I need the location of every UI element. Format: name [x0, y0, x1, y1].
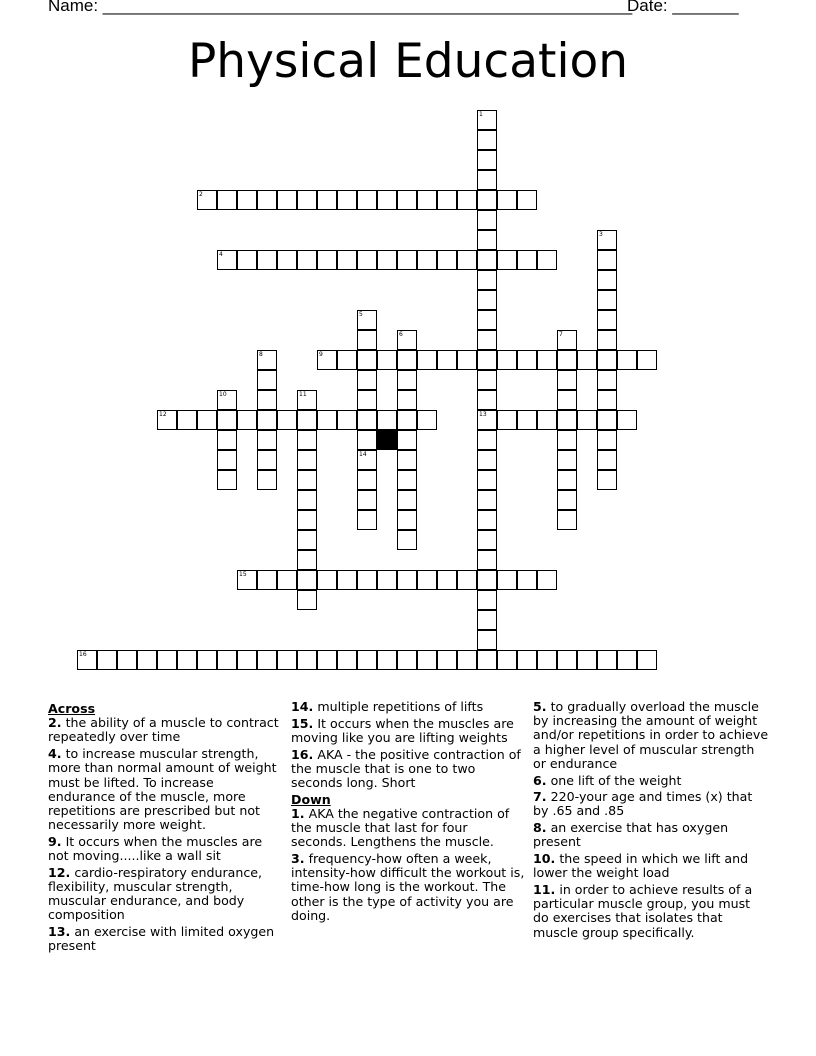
grid-cell[interactable]: [477, 590, 497, 610]
grid-cell[interactable]: [557, 430, 577, 450]
clue-down-10: [533, 852, 769, 880]
grid-cell[interactable]: [397, 490, 417, 510]
grid-cell[interactable]: [197, 650, 217, 670]
grid-cell[interactable]: [357, 330, 377, 350]
grid-cell[interactable]: [597, 330, 617, 350]
grid-cell-6[interactable]: [397, 330, 417, 350]
grid-cell[interactable]: [397, 410, 417, 430]
grid-cell[interactable]: [477, 490, 497, 510]
grid-cell[interactable]: [477, 350, 497, 370]
grid-cell[interactable]: [297, 530, 317, 550]
grid-cell[interactable]: [317, 190, 337, 210]
grid-cell[interactable]: [257, 650, 277, 670]
grid-cell[interactable]: [497, 650, 517, 670]
grid-cell[interactable]: [577, 410, 597, 430]
grid-cell[interactable]: [597, 370, 617, 390]
grid-cell[interactable]: [277, 190, 297, 210]
cell-number: 2: [199, 191, 203, 198]
grid-cell[interactable]: [477, 290, 497, 310]
grid-cell[interactable]: [297, 410, 317, 430]
grid-cell[interactable]: [217, 430, 237, 450]
clue-number: 14.: [291, 699, 314, 714]
grid-cell[interactable]: [257, 570, 277, 590]
grid-cell[interactable]: [637, 650, 657, 670]
grid-cell[interactable]: [297, 550, 317, 570]
grid-cell[interactable]: [397, 570, 417, 590]
grid-cell[interactable]: [197, 410, 217, 430]
grid-cell[interactable]: [517, 410, 537, 430]
grid-cell[interactable]: [497, 250, 517, 270]
grid-cell[interactable]: [377, 250, 397, 270]
grid-cell[interactable]: [477, 190, 497, 210]
grid-cell[interactable]: [577, 650, 597, 670]
grid-cell[interactable]: [337, 190, 357, 210]
grid-cell[interactable]: [477, 170, 497, 190]
grid-cell[interactable]: [577, 350, 597, 370]
date-field[interactable]: Date: _______: [627, 0, 739, 15]
clue-number: 8.: [533, 820, 547, 836]
grid-cell[interactable]: [477, 510, 497, 530]
cell-number: 13: [479, 411, 487, 418]
cell-number: 11: [299, 391, 307, 398]
grid-cell[interactable]: [457, 650, 477, 670]
grid-cell[interactable]: [597, 430, 617, 450]
grid-cell[interactable]: [557, 370, 577, 390]
grid-cell[interactable]: [557, 390, 577, 410]
grid-cell[interactable]: [457, 250, 477, 270]
grid-cell[interactable]: [217, 650, 237, 670]
grid-cell[interactable]: [177, 410, 197, 430]
clue-text: AKA the negative contraction of the muscle that last for four seconds. Lengthens the muscle.: [291, 805, 510, 850]
clue-text: multiple repetitions of lifts: [317, 699, 484, 714]
grid-cell[interactable]: [117, 650, 137, 670]
grid-cell-3[interactable]: [597, 230, 617, 250]
grid-cell[interactable]: [317, 410, 337, 430]
grid-cell[interactable]: [477, 610, 497, 630]
grid-cell[interactable]: [137, 650, 157, 670]
grid-cell[interactable]: [397, 370, 417, 390]
grid-cell-2[interactable]: [197, 190, 217, 210]
grid-cell[interactable]: [617, 650, 637, 670]
grid-cell[interactable]: [457, 570, 477, 590]
grid-cell[interactable]: [217, 470, 237, 490]
grid-cell[interactable]: [377, 410, 397, 430]
grid-cell[interactable]: [477, 270, 497, 290]
grid-cell[interactable]: [377, 190, 397, 210]
grid-cell[interactable]: [237, 650, 257, 670]
grid-cell-1[interactable]: [477, 110, 497, 130]
clue-text: to gradually overload the muscle by increasing the amount of weight and/or repetitions in order to achieve a higher level of muscular strength or endurance: [533, 699, 769, 771]
grid-cell[interactable]: [537, 570, 557, 590]
grid-cell[interactable]: [397, 510, 417, 530]
grid-cell[interactable]: [237, 190, 257, 210]
grid-cell[interactable]: [477, 310, 497, 330]
grid-cell[interactable]: [597, 470, 617, 490]
clue-number: 11.: [533, 881, 556, 897]
cell-number: 10: [219, 391, 227, 398]
grid-cell[interactable]: [437, 650, 457, 670]
grid-cell[interactable]: [497, 410, 517, 430]
grid-cell[interactable]: [417, 350, 437, 370]
grid-cell[interactable]: [257, 190, 277, 210]
grid-cell[interactable]: [237, 250, 257, 270]
clue-number: 10.: [533, 851, 556, 867]
grid-cell[interactable]: [557, 350, 577, 370]
clue-number: 12.: [48, 864, 71, 880]
grid-cell[interactable]: [417, 250, 437, 270]
grid-cell[interactable]: [357, 250, 377, 270]
grid-cell[interactable]: [357, 570, 377, 590]
clue-number: 7.: [533, 789, 547, 805]
clue-number: 2.: [48, 715, 62, 731]
grid-cell[interactable]: [297, 510, 317, 530]
clue-number: 3.: [291, 851, 305, 867]
clue-across-13: [48, 925, 284, 953]
cell-number: 4: [219, 251, 223, 258]
grid-cell[interactable]: [517, 570, 537, 590]
clue-down-11: [533, 883, 769, 940]
cell-number: 15: [239, 571, 247, 578]
clue-number: 6.: [533, 772, 547, 788]
grid-cell-4[interactable]: [217, 250, 237, 270]
grid-cell[interactable]: [357, 490, 377, 510]
clue-number: 16.: [291, 746, 314, 762]
grid-cell[interactable]: [617, 350, 637, 370]
grid-cell[interactable]: [397, 470, 417, 490]
grid-cell[interactable]: [477, 470, 497, 490]
grid-cell[interactable]: [157, 650, 177, 670]
grid-cell[interactable]: [357, 350, 377, 370]
grid-cell[interactable]: [397, 190, 417, 210]
grid-cell[interactable]: [417, 650, 437, 670]
grid-cell[interactable]: [397, 250, 417, 270]
blocked-cell: [377, 430, 397, 450]
across-heading: Across: [48, 701, 96, 716]
grid-cell[interactable]: [257, 450, 277, 470]
grid-cell[interactable]: [437, 570, 457, 590]
clue-text: 220-your age and times (x) that by .65 and .85: [533, 789, 753, 819]
grid-cell[interactable]: [377, 350, 397, 370]
clue-text: an exercise that has oxygen present: [533, 820, 729, 850]
clue-down-6: [533, 774, 769, 788]
grid-cell[interactable]: [397, 450, 417, 470]
grid-cell[interactable]: [597, 270, 617, 290]
clue-across-2: [48, 716, 284, 744]
clue-text: an exercise with limited oxygen present: [48, 924, 275, 954]
grid-cell[interactable]: [477, 330, 497, 350]
grid-cell[interactable]: [337, 250, 357, 270]
clue-down-8: [533, 821, 769, 849]
grid-cell[interactable]: [417, 570, 437, 590]
grid-cell[interactable]: [297, 570, 317, 590]
clue-across-12: [48, 866, 284, 923]
grid-cell[interactable]: [397, 430, 417, 450]
clue-across-16: [291, 748, 527, 791]
grid-cell[interactable]: [337, 650, 357, 670]
grid-cell[interactable]: [277, 570, 297, 590]
clue-down-5: [533, 700, 769, 771]
grid-cell[interactable]: [517, 250, 537, 270]
grid-cell[interactable]: [557, 410, 577, 430]
grid-cell[interactable]: [297, 450, 317, 470]
grid-cell[interactable]: [517, 350, 537, 370]
grid-cell[interactable]: [297, 650, 317, 670]
cell-number: 14: [359, 451, 367, 458]
page-title: Physical Education: [187, 34, 629, 89]
grid-cell[interactable]: [317, 650, 337, 670]
grid-cell[interactable]: [437, 250, 457, 270]
grid-cell[interactable]: [337, 350, 357, 370]
grid-cell[interactable]: [597, 410, 617, 430]
grid-cell-5[interactable]: [357, 310, 377, 330]
grid-cell[interactable]: [537, 350, 557, 370]
grid-cell[interactable]: [637, 350, 657, 370]
grid-cell-15[interactable]: [237, 570, 257, 590]
clue-across-14: [291, 700, 527, 714]
grid-cell[interactable]: [217, 190, 237, 210]
grid-cell[interactable]: [357, 190, 377, 210]
grid-cell[interactable]: [477, 150, 497, 170]
clue-text: cardio-respiratory endurance, flexibility, muscular strength, muscular endurance, and body composition: [48, 864, 263, 923]
down-heading: Down: [291, 791, 331, 807]
grid-cell[interactable]: [597, 450, 617, 470]
grid-cell-7[interactable]: [557, 330, 577, 350]
grid-cell[interactable]: [477, 630, 497, 650]
grid-cell[interactable]: [297, 190, 317, 210]
grid-cell[interactable]: [357, 650, 377, 670]
cell-number: 1: [479, 111, 483, 118]
clue-down-1: [291, 807, 527, 850]
grid-cell[interactable]: [277, 410, 297, 430]
grid-cell[interactable]: [477, 550, 497, 570]
grid-cell[interactable]: [257, 410, 277, 430]
grid-cell[interactable]: [537, 410, 557, 430]
clue-number: 15.: [291, 715, 314, 731]
grid-cell[interactable]: [457, 350, 477, 370]
grid-cell[interactable]: [337, 410, 357, 430]
grid-cell[interactable]: [357, 390, 377, 410]
clue-text: to increase muscular strength, more than normal amount of weight must be lifted. To increase endurance of the muscle, more repetitions are prescribed but not necessarily more weight.: [48, 746, 277, 833]
grid-cell[interactable]: [257, 470, 277, 490]
grid-cell[interactable]: [297, 250, 317, 270]
grid-cell[interactable]: [357, 510, 377, 530]
clue-text: one lift of the weight: [550, 772, 682, 788]
grid-cell[interactable]: [537, 250, 557, 270]
clue-number: 1.: [291, 805, 305, 821]
grid-cell[interactable]: [477, 130, 497, 150]
grid-cell-14[interactable]: [357, 450, 377, 470]
grid-cell[interactable]: [257, 430, 277, 450]
clue-column-1: [48, 700, 284, 956]
grid-cell[interactable]: [237, 410, 257, 430]
grid-cell[interactable]: [257, 370, 277, 390]
cell-number: 3: [599, 231, 603, 238]
clue-across-4: [48, 747, 284, 832]
grid-cell[interactable]: [597, 250, 617, 270]
grid-cell[interactable]: [557, 650, 577, 670]
grid-cell-12[interactable]: [157, 410, 177, 430]
grid-cell[interactable]: [337, 570, 357, 590]
cell-number: 7: [559, 331, 563, 338]
grid-cell[interactable]: [477, 250, 497, 270]
grid-cell[interactable]: [597, 310, 617, 330]
clue-across-15: [291, 717, 527, 745]
grid-cell[interactable]: [277, 250, 297, 270]
grid-cell[interactable]: [257, 390, 277, 410]
clue-text: It occurs when the muscles are moving like you are lifting weights: [291, 715, 514, 745]
grid-cell-8[interactable]: [257, 350, 277, 370]
name-field[interactable]: Name: ________________________________________________________: [48, 0, 633, 15]
grid-cell[interactable]: [477, 210, 497, 230]
grid-cell-16[interactable]: [77, 650, 97, 670]
grid-cell[interactable]: [497, 570, 517, 590]
grid-cell[interactable]: [477, 430, 497, 450]
grid-cell[interactable]: [557, 450, 577, 470]
grid-cell[interactable]: [357, 430, 377, 450]
grid-cell[interactable]: [357, 470, 377, 490]
grid-cell[interactable]: [437, 350, 457, 370]
grid-cell[interactable]: [397, 530, 417, 550]
grid-cell[interactable]: [497, 350, 517, 370]
grid-cell[interactable]: [597, 350, 617, 370]
grid-cell[interactable]: [597, 390, 617, 410]
grid-cell[interactable]: [417, 410, 437, 430]
clue-down-7: [533, 790, 769, 818]
clue-text: the speed in which we lift and lower the weight load: [533, 851, 749, 881]
clue-text: in order to achieve results of a particular muscle group, you must do exercises that isolates that muscle group specifically.: [533, 881, 753, 940]
grid-cell[interactable]: [297, 470, 317, 490]
grid-cell[interactable]: [377, 650, 397, 670]
clue-number: 4.: [48, 746, 62, 762]
grid-cell[interactable]: [477, 390, 497, 410]
grid-cell[interactable]: [557, 490, 577, 510]
clue-column-2: [291, 700, 527, 926]
cell-number: 12: [159, 411, 167, 418]
clue-number: 5.: [533, 699, 547, 714]
grid-cell[interactable]: [297, 490, 317, 510]
grid-cell[interactable]: [377, 570, 397, 590]
grid-cell[interactable]: [357, 410, 377, 430]
grid-cell[interactable]: [617, 410, 637, 430]
clue-text: the ability of a muscle to contract repeatedly over time: [48, 715, 279, 745]
grid-cell[interactable]: [317, 570, 337, 590]
grid-cell[interactable]: [477, 570, 497, 590]
clue-across-9: [48, 835, 284, 863]
clue-text: frequency-how often a week, intensity-how difficult the workout is, time-how long is the workout. The other is the type of activity you are doing.: [291, 851, 525, 923]
clue-text: AKA - the positive contraction of the muscle that is one to two seconds long. Short: [291, 746, 521, 791]
grid-cell[interactable]: [477, 370, 497, 390]
grid-cell[interactable]: [297, 590, 317, 610]
cell-number: 6: [399, 331, 403, 338]
grid-cell[interactable]: [437, 190, 457, 210]
grid-cell[interactable]: [477, 230, 497, 250]
grid-cell[interactable]: [217, 450, 237, 470]
clue-number: 13.: [48, 924, 71, 940]
grid-cell[interactable]: [217, 410, 237, 430]
grid-cell[interactable]: [397, 650, 417, 670]
grid-cell[interactable]: [537, 650, 557, 670]
cell-number: 8: [259, 351, 263, 358]
grid-cell[interactable]: [177, 650, 197, 670]
grid-cell[interactable]: [477, 530, 497, 550]
grid-cell[interactable]: [557, 470, 577, 490]
grid-cell[interactable]: [557, 510, 577, 530]
clue-down-3: [291, 852, 527, 923]
cell-number: 5: [359, 311, 363, 318]
grid-cell-9[interactable]: [317, 350, 337, 370]
clue-text: It occurs when the muscles are not moving.....like a wall sit: [48, 833, 263, 864]
grid-cell[interactable]: [317, 250, 337, 270]
clue-number: 9.: [48, 833, 62, 849]
grid-cell[interactable]: [597, 290, 617, 310]
grid-cell[interactable]: [357, 370, 377, 390]
grid-cell[interactable]: [97, 650, 117, 670]
grid-cell[interactable]: [397, 350, 417, 370]
grid-cell[interactable]: [517, 650, 537, 670]
grid-cell[interactable]: [257, 250, 277, 270]
grid-cell[interactable]: [417, 190, 437, 210]
grid-cell[interactable]: [297, 430, 317, 450]
cell-number: 16: [79, 651, 87, 658]
grid-cell-10[interactable]: [217, 390, 237, 410]
grid-cell-11[interactable]: [297, 390, 317, 410]
grid-cell[interactable]: [517, 190, 537, 210]
clue-column-3: [533, 700, 769, 942]
grid-cell-13[interactable]: [477, 410, 497, 430]
grid-cell[interactable]: [597, 650, 617, 670]
cell-number: 9: [319, 351, 323, 358]
grid-cell[interactable]: [477, 650, 497, 670]
grid-cell[interactable]: [457, 190, 477, 210]
grid-cell[interactable]: [497, 190, 517, 210]
grid-cell[interactable]: [277, 650, 297, 670]
grid-cell[interactable]: [397, 390, 417, 410]
grid-cell[interactable]: [477, 450, 497, 470]
